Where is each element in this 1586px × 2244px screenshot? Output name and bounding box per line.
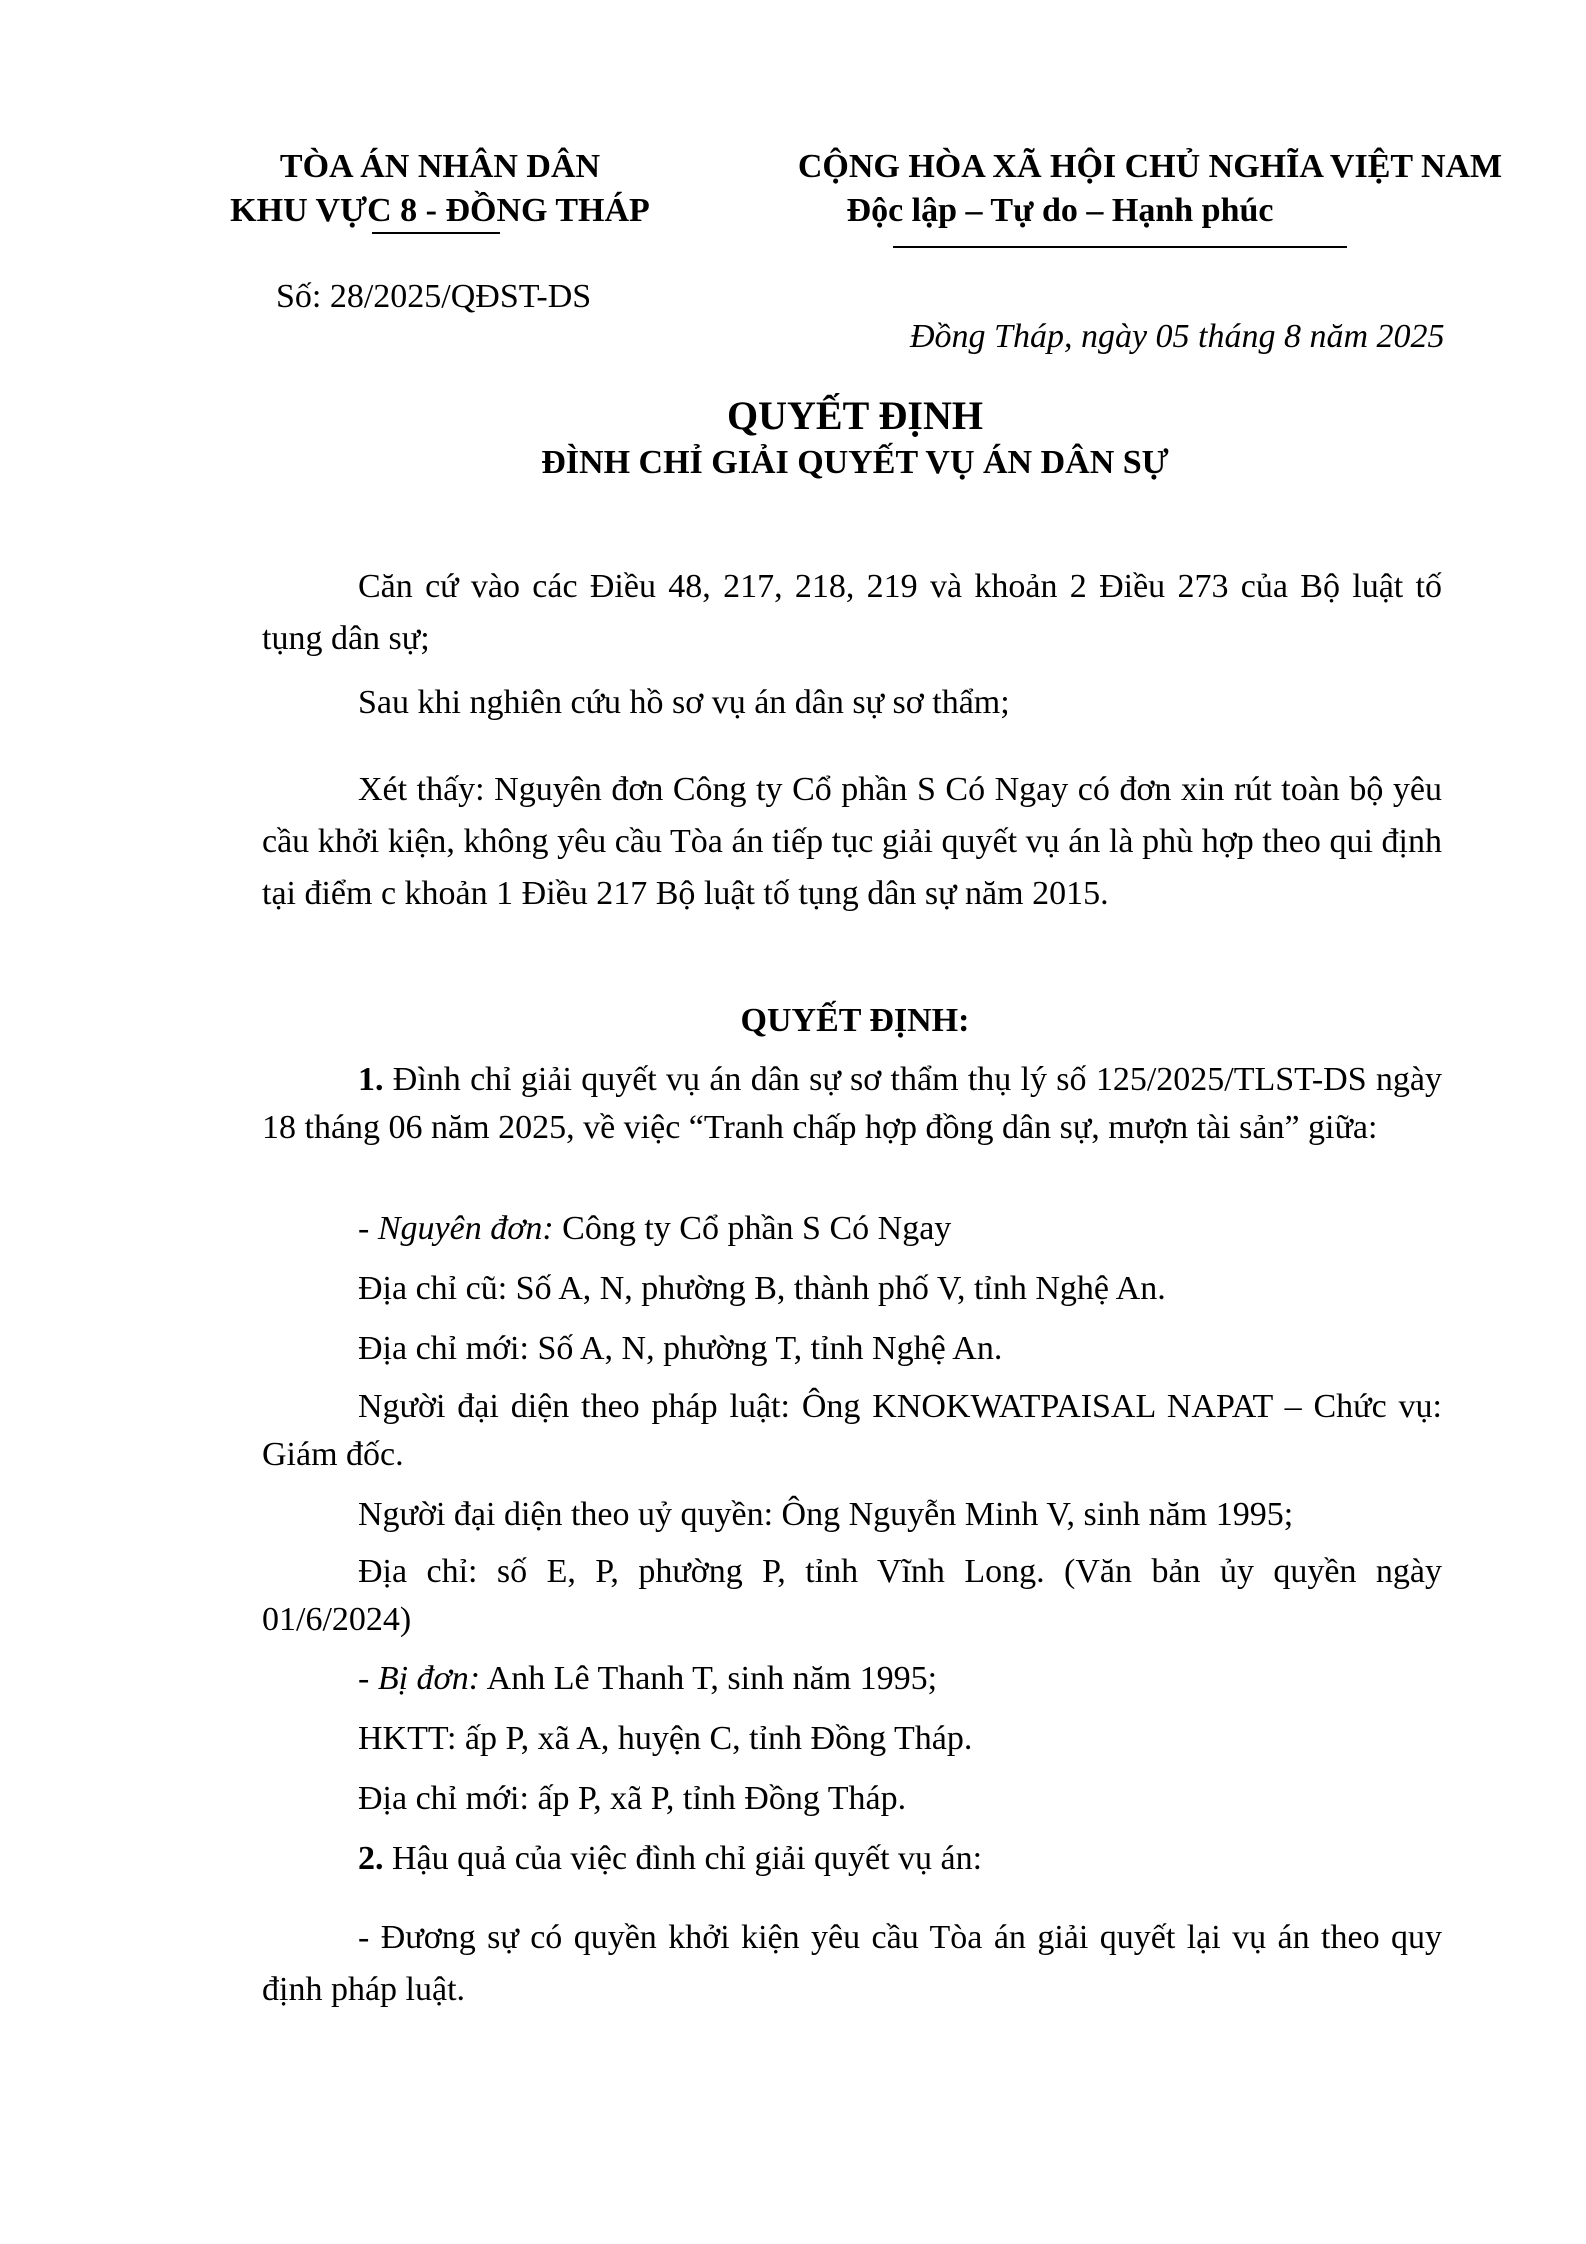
- item-1-number: 1.: [358, 1061, 384, 1098]
- decision-item-1: [262, 1056, 1442, 1152]
- decision-item-2: [358, 1840, 982, 1878]
- plaintiff-name: Công ty Cổ phần S Có Ngay: [553, 1210, 952, 1247]
- plaintiff-label: Nguyên đơn:: [377, 1210, 554, 1247]
- finding-paragraph: Xét thấy: Nguyên đơn Công ty Cổ phần S Có Ngay có đơn xin rút toàn bộ yêu cầu khởi kiện, không yêu cầu Tòa án tiếp tục giải quyết vụ án là phù hợp theo qui định tại điểm c khoản 1 Điều 217 Bộ luật tố tụng dân sự năm 2015.: [262, 771, 1442, 912]
- defendant-line: - Bị đơn: Anh Lê Thanh T, sinh năm 1995;: [358, 1660, 938, 1697]
- item-1-text: Đình chỉ giải quyết vụ án dân sự sơ thẩm thụ lý số 125/2025/TLST-DS ngày 18 tháng 06 năm 2025, về việc “Tranh chấp hợp đồng dân sự, mượn tài sản” giữa:: [262, 1061, 1442, 1146]
- legal-representative: Người đại diện theo pháp luật: Ông KNOKWATPAISAL NAPAT – Chức vụ: Giám đốc.: [262, 1388, 1442, 1473]
- defendant-label: Bị đơn:: [377, 1660, 481, 1697]
- defendant-new-address: Địa chỉ mới: ấp P, xã P, tỉnh Đồng Tháp.: [358, 1780, 907, 1817]
- decision-heading: QUYẾT ĐỊNH:: [740, 1002, 970, 1039]
- motto-underline: [893, 246, 1347, 248]
- plaintiff-line: - Nguyên đơn: Công ty Cổ phần S Có Ngay: [358, 1210, 952, 1247]
- plaintiff-old-address: Địa chỉ cũ: Số A, N, phường B, thành phố V, tỉnh Nghệ An.: [358, 1270, 1166, 1307]
- court-name: TÒA ÁN NHÂN DÂN: [279, 148, 601, 185]
- item-2-text: Hậu quả của việc đình chỉ giải quyết vụ án:: [383, 1840, 983, 1877]
- motto: Độc lập – Tự do – Hạnh phúc: [846, 192, 1274, 229]
- consequence-paragraph: - Đương sự có quyền khởi kiện yêu cầu Tòa án giải quyết lại vụ án theo quy định pháp luật.: [262, 1919, 1442, 2008]
- document-subtitle: ĐÌNH CHỈ GIẢI QUYẾT VỤ ÁN DÂN SỰ: [541, 444, 1169, 481]
- item-2-number: 2.: [358, 1840, 384, 1877]
- authorized-representative: Người đại diện theo uỷ quyền: Ông Nguyễn Minh V, sinh năm 1995;: [358, 1496, 1294, 1533]
- country-name: CỘNG HÒA XÃ HỘI CHỦ NGHĨA VIỆT NAM: [797, 148, 1503, 185]
- legal-basis-paragraph: Căn cứ vào các Điều 48, 217, 218, 219 và khoản 2 Điều 273 của Bộ luật tố tụng dân sự;: [262, 568, 1442, 657]
- review-paragraph: Sau khi nghiên cứu hồ sơ vụ án dân sự sơ thẩm;: [358, 684, 1010, 721]
- defendant-name: Anh Lê Thanh T, sinh năm 1995;: [480, 1660, 938, 1697]
- plaintiff-new-address: Địa chỉ mới: Số A, N, phường T, tỉnh Nghệ An.: [358, 1330, 1003, 1367]
- court-region: KHU VỰC 8 - ĐỒNG THÁP: [230, 192, 650, 229]
- document-number: Số: 28/2025/QĐST-DS: [276, 278, 592, 315]
- court-underline: [372, 232, 500, 234]
- representative-address: Địa chỉ: số E, P, phường P, tỉnh Vĩnh Long. (Văn bản ủy quyền ngày 01/6/2024): [262, 1553, 1442, 1638]
- place-date: Đồng Tháp, ngày 05 tháng 8 năm 2025: [910, 318, 1445, 355]
- document-title: QUYẾT ĐỊNH: [727, 393, 983, 438]
- defendant-registered-address: HKTT: ấp P, xã A, huyện C, tỉnh Đồng Tháp.: [358, 1720, 973, 1757]
